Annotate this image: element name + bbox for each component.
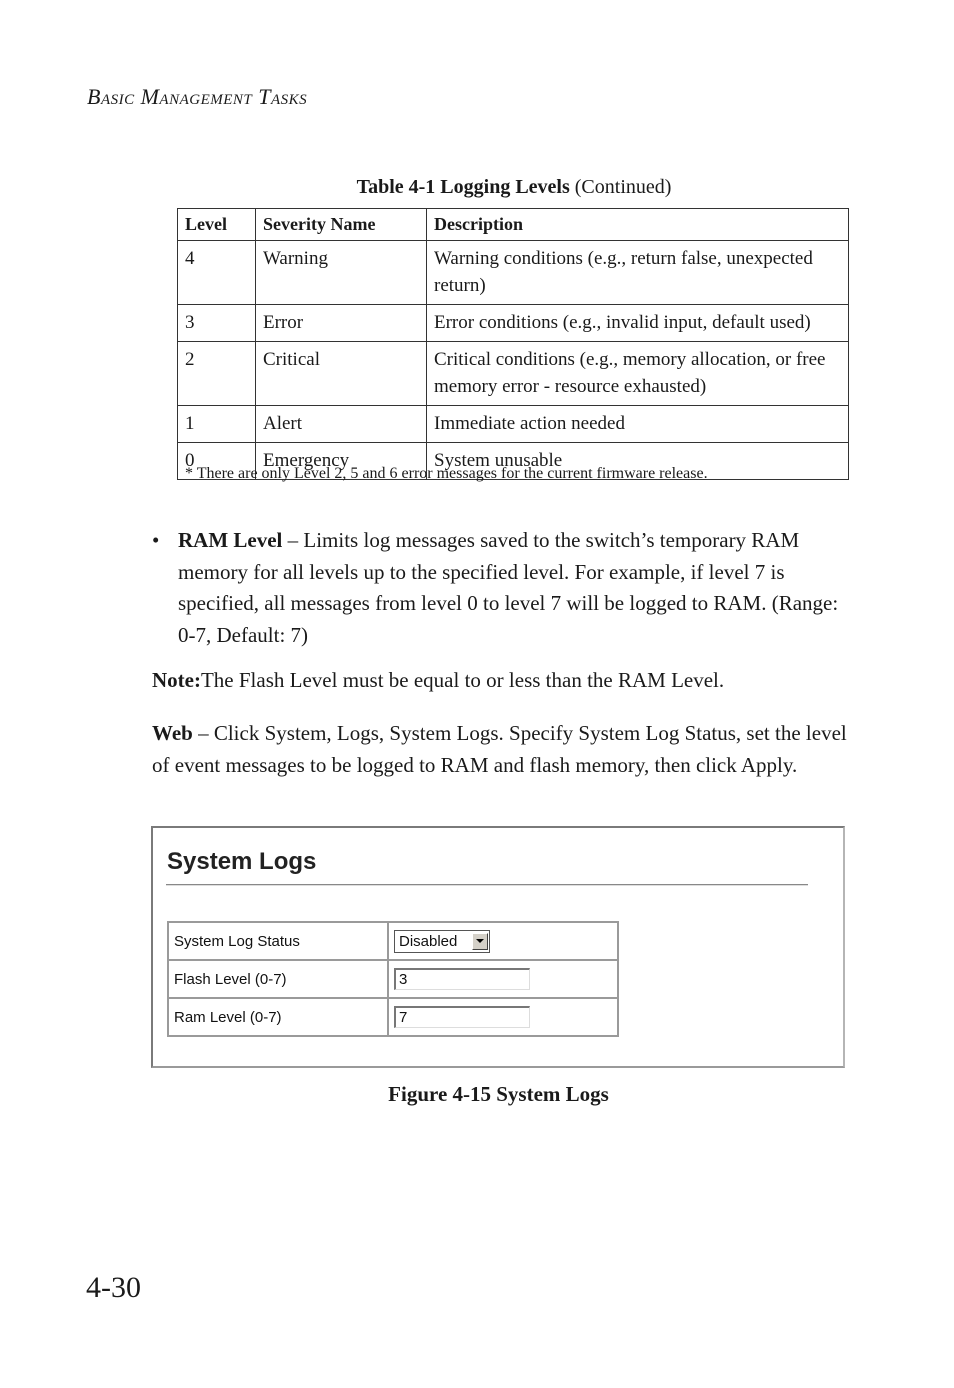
- page-number: 4-30: [86, 1271, 141, 1304]
- table-row: [178, 406, 849, 443]
- system-log-status-label: System Log Status: [168, 922, 388, 960]
- note-label: Note:: [152, 668, 201, 692]
- cell-level: 2: [178, 342, 256, 406]
- header-description: Description: [427, 209, 849, 241]
- table-header-row: [178, 209, 849, 241]
- bullet-text: [178, 525, 852, 651]
- note-text: The Flash Level must be equal to or less than the RAM Level.: [200, 668, 725, 692]
- logging-levels-table: [177, 208, 849, 480]
- system-logs-form: [167, 921, 619, 1037]
- ram-level-bullet: [152, 525, 852, 651]
- cell-level: 4: [178, 241, 256, 305]
- dropdown-button[interactable]: [472, 933, 488, 950]
- table-row: [178, 241, 849, 305]
- form-row-flash: [168, 960, 618, 998]
- note-paragraph: [152, 665, 852, 697]
- bullet-icon: •: [152, 528, 160, 552]
- system-log-status-value: Disabled: [399, 932, 458, 950]
- cell-description: System unusable: [427, 443, 849, 480]
- flash-level-cell: [388, 960, 618, 998]
- cell-severity: Critical: [256, 342, 427, 406]
- table-row: [178, 305, 849, 342]
- ram-level-cell: [388, 998, 618, 1036]
- system-logs-title: System Logs: [167, 848, 317, 875]
- table-caption-suffix: (Continued): [574, 176, 672, 198]
- cell-description: Immediate action needed: [427, 406, 849, 443]
- ram-level-label: Ram Level (0-7): [168, 998, 388, 1036]
- chevron-down-icon: [476, 939, 484, 943]
- cell-description: Error conditions (e.g., invalid input, default used): [427, 305, 849, 342]
- cell-severity: Error: [256, 305, 427, 342]
- table-footnote: * There are only Level 2, 5 and 6 error messages for the current firmware release.: [185, 465, 708, 482]
- cell-severity: Emergency: [256, 443, 427, 480]
- cell-description: Critical conditions (e.g., memory allocation, or free memory error - resource exhausted): [427, 342, 849, 406]
- title-divider: [166, 884, 808, 886]
- cell-level: 1: [178, 406, 256, 443]
- form-row-status: [168, 922, 618, 960]
- web-label: Web: [152, 721, 193, 745]
- header-level: Level: [178, 209, 256, 241]
- web-paragraph: [152, 718, 852, 781]
- table-caption-title: Table 4-1 Logging Levels: [356, 176, 570, 198]
- form-row-ram: [168, 998, 618, 1036]
- cell-level: 3: [178, 305, 256, 342]
- flash-level-input[interactable]: 3: [394, 968, 530, 990]
- header-severity-name: Severity Name: [256, 209, 427, 241]
- system-logs-screenshot: [151, 826, 845, 1068]
- web-text: – Click System, Logs, System Logs. Specify System Log Status, set the level of event messages to be logged to RAM and flash memory, then click Apply.: [152, 721, 847, 777]
- cell-level: 0: [178, 443, 256, 480]
- system-log-status-select[interactable]: [394, 930, 490, 953]
- bullet-term: RAM Level: [178, 528, 283, 552]
- figure-caption: Figure 4-15 System Logs: [388, 1082, 609, 1106]
- cell-severity: Warning: [256, 241, 427, 305]
- flash-level-label: Flash Level (0-7): [168, 960, 388, 998]
- cell-severity: Alert: [256, 406, 427, 443]
- table-caption: [0, 176, 954, 199]
- table-row: [178, 342, 849, 406]
- cell-description: Warning conditions (e.g., return false, unexpected return): [427, 241, 849, 305]
- system-log-status-cell: [388, 922, 618, 960]
- running-head: Basic Management Tasks: [87, 84, 308, 109]
- ram-level-input[interactable]: 7: [394, 1006, 530, 1028]
- bullet-description: – Limits log messages saved to the switch’s temporary RAM memory for all levels up to the specified level. For example, if level 7 is specified, all messages from level 0 to level 7 will be logged to RAM. (Range: 0-7, Default: 7): [178, 528, 839, 647]
